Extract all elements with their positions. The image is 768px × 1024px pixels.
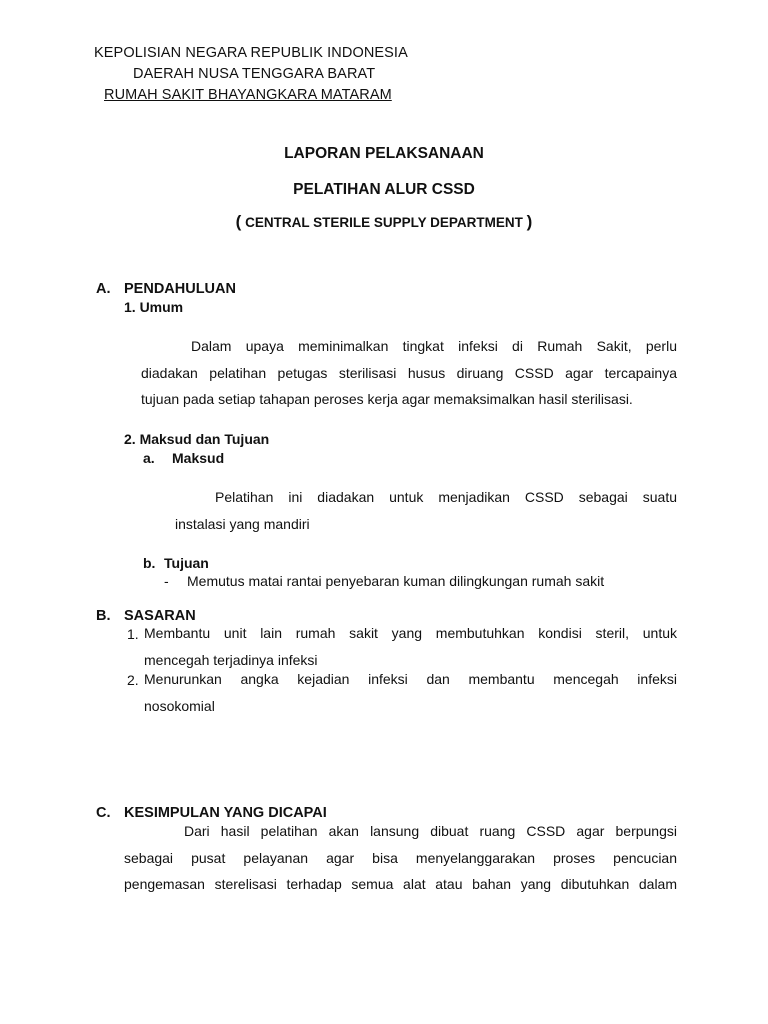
report-subtitle: PELATIHAN ALUR CSSD xyxy=(293,181,475,198)
report-title: LAPORAN PELAKSANAAN xyxy=(284,145,484,162)
tujuan-item: Memutus matai rantai penyebaran kuman dilingkungan rumah sakit xyxy=(187,573,605,589)
tujuan-letter: b. xyxy=(143,555,156,571)
umum-paragraph xyxy=(141,333,677,413)
section-c-letter: C. xyxy=(96,805,111,821)
maksud-paragraph xyxy=(175,484,677,537)
umum-heading: 1. Umum xyxy=(124,299,184,315)
section-b-letter: B. xyxy=(96,608,111,624)
sasaran-number: 1. xyxy=(127,626,139,642)
maksud-line: Pelatihan ini diadakan untuk menjadikan CSSD sebagai suatu xyxy=(215,489,677,505)
maksud-tujuan-heading: 2. Maksud dan Tujuan xyxy=(124,431,270,447)
section-a-heading: PENDAHULUAN xyxy=(124,281,236,297)
org-line-2: DAERAH NUSA TENGGARA BARAT xyxy=(133,66,376,82)
department-name: CENTRAL STERILE SUPPLY DEPARTMENT xyxy=(245,215,523,230)
sasaran-line: Menurunkan angka kejadian infeksi dan membantu mencegah infeksi xyxy=(144,671,677,687)
maksud-letter: a. xyxy=(143,450,155,466)
section-b-heading: SASARAN xyxy=(124,608,196,624)
tujuan-bullet: - xyxy=(164,573,169,589)
umum-line: diadakan pelatihan petugas sterilisasi husus diruang CSSD agar tercapainya xyxy=(141,364,677,381)
open-paren: ( xyxy=(235,212,242,231)
sasaran-item xyxy=(144,666,677,719)
umum-line: tujuan pada setiap tahapan peroses kerja agar memaksimalkan hasil sterilisasi. xyxy=(141,391,633,407)
section-a-letter: A. xyxy=(96,281,111,297)
tujuan-heading: Tujuan xyxy=(164,555,209,571)
section-c-heading: KESIMPULAN YANG DICAPAI xyxy=(124,805,327,821)
close-paren: ) xyxy=(526,212,533,231)
kesimpulan-line: sebagai pusat pelayanan agar bisa menyelanggarakan proses pencucian xyxy=(124,849,677,866)
sasaran-line: nosokomial xyxy=(144,697,215,714)
umum-line: Dalam upaya meminimalkan tingkat infeksi di Rumah Sakit, perlu xyxy=(191,338,677,354)
maksud-heading: Maksud xyxy=(172,450,225,466)
org-line-3: RUMAH SAKIT BHAYANGKARA MATARAM xyxy=(104,87,392,103)
maksud-line: instalasi yang mandiri xyxy=(175,515,310,532)
kesimpulan-line: Dari hasil pelatihan akan lansung dibuat ruang CSSD agar berpungsi xyxy=(184,823,677,839)
kesimpulan-line: pengemasan sterelisasi terhadap semua alat atau bahan yang dibutuhkan dalam xyxy=(124,876,677,892)
org-line-1: KEPOLISIAN NEGARA REPUBLIK INDONESIA xyxy=(94,45,408,61)
kesimpulan-paragraph xyxy=(124,818,677,898)
sasaran-line: Membantu unit lain rumah sakit yang membutuhkan kondisi steril, untuk xyxy=(144,625,677,641)
report-department xyxy=(0,212,768,232)
sasaran-number: 2. xyxy=(127,672,139,688)
sasaran-line: mencegah terjadinya infeksi xyxy=(144,651,318,668)
